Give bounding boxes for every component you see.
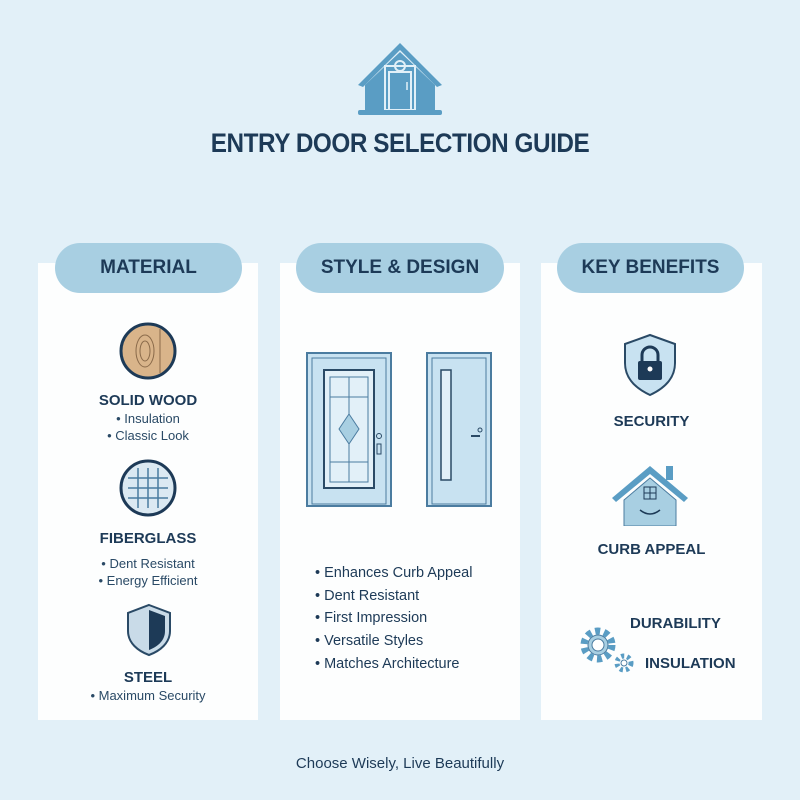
house-logo-icon <box>355 40 445 115</box>
style-bullet: • Matches Architecture <box>315 655 460 672</box>
modern-door-icon <box>426 352 492 507</box>
solid-wood-bullet: • Classic Look <box>107 428 189 443</box>
curb-appeal-label: CURB APPEAL <box>597 541 706 558</box>
steel-bullet: • Maximum Security <box>90 688 206 703</box>
security-label: SECURITY <box>613 413 690 430</box>
style-bullet: • Dent Resistant <box>315 587 420 604</box>
material-header: MATERIAL <box>55 243 242 293</box>
style-bullet: • First Impression <box>315 610 428 627</box>
wood-icon <box>118 321 178 381</box>
gears-icon <box>578 623 638 675</box>
insulation-label: INSULATION <box>645 655 736 672</box>
fiberglass-bullet: • Energy Efficient <box>98 573 198 588</box>
security-lock-icon <box>622 333 678 397</box>
footer-tagline: Choose Wisely, Live Beautifully <box>295 755 505 772</box>
style-header: STYLE & DESIGN <box>296 243 504 293</box>
glass-door-icon <box>306 352 392 507</box>
steel-label: STEEL <box>123 669 173 686</box>
steel-shield-icon <box>126 603 172 657</box>
fiberglass-label: FIBERGLASS <box>99 530 197 547</box>
fiberglass-weave-icon <box>118 458 178 518</box>
solid-wood-label: SOLID WOOD <box>98 392 198 409</box>
style-bullet: • Versatile Styles <box>315 633 424 650</box>
fiberglass-bullet: • Dent Resistant <box>101 556 195 571</box>
benefits-header: KEY BENEFITS <box>557 243 744 293</box>
durability-label: DURABILITY <box>630 615 721 632</box>
style-bullet: • Enhances Curb Appeal <box>315 565 473 581</box>
curb-appeal-house-icon <box>610 460 690 526</box>
page-title: ENTRY DOOR SELECTION GUIDE <box>210 128 590 158</box>
style-bullet-list <box>315 562 472 676</box>
solid-wood-bullet: • Insulation <box>116 411 180 426</box>
